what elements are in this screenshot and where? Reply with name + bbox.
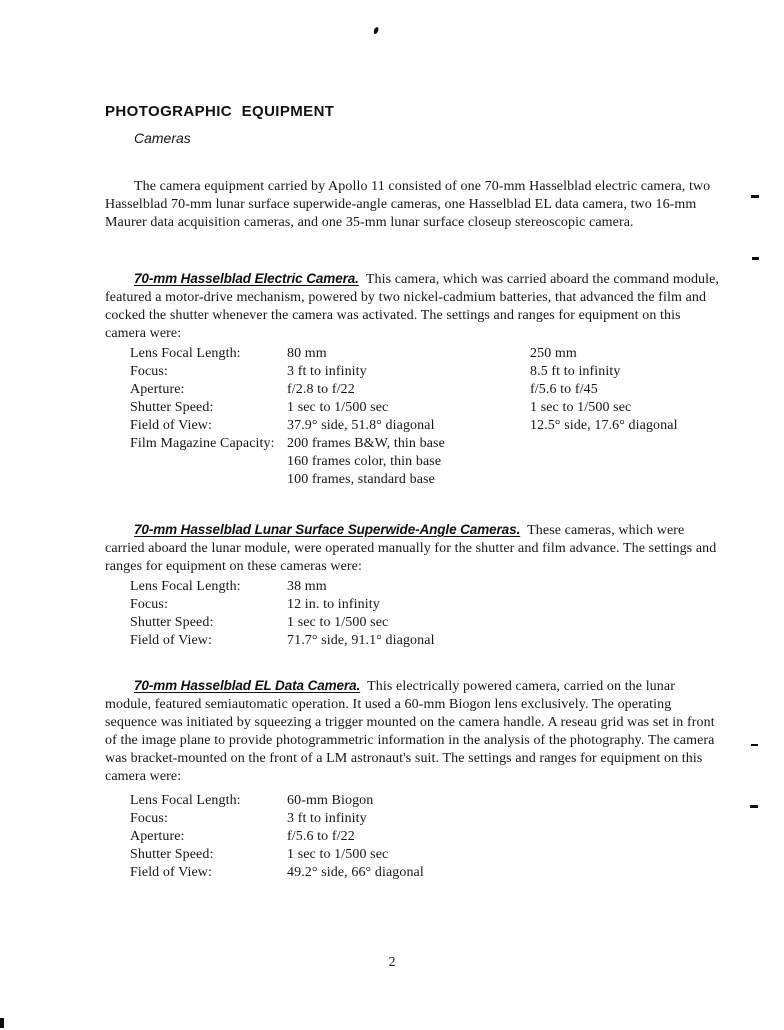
spec-value	[530, 435, 678, 453]
table-row	[130, 828, 424, 846]
spec-label: Focus:	[130, 597, 168, 612]
section-heading-el-data-camera: 70-mm Hasselblad EL Data Camera.	[134, 678, 361, 693]
spec-value: 1 sec to 1/500 sec	[530, 400, 632, 415]
table-row	[130, 578, 435, 596]
scan-artifact-edge-mark	[0, 1018, 4, 1028]
section-body-el-data-camera: This electrically powered camera, carried on the lunar module, featured semiautomatic operation. It used a 60-mm Biogon lens exclusively. The operating sequence was initiated by squeezing a trigger mounted on the camera handle. A reseau grid was set in front of the image plane to provide photogrammetric information in the analysis of the photography. The camera was bracket-mounted on the front of a LM astronaut's suit. The settings and ranges for equipment on this camera were:	[105, 679, 715, 784]
table-row	[130, 381, 678, 399]
table-row	[130, 596, 435, 614]
table-row	[130, 792, 424, 810]
spec-label: Lens Focal Length:	[130, 579, 241, 594]
table-row	[130, 345, 678, 363]
table-row	[130, 417, 678, 435]
scan-speck	[373, 27, 379, 35]
table-row	[130, 435, 678, 453]
spec-value: 100 frames, standard base	[287, 472, 435, 487]
spec-value: 60-mm Biogon	[287, 793, 374, 808]
spec-label: Lens Focal Length:	[130, 793, 241, 808]
spec-label: Focus:	[130, 811, 168, 826]
spec-label	[130, 471, 287, 489]
spec-label: Lens Focal Length:	[130, 346, 241, 361]
spec-label: Shutter Speed:	[130, 847, 214, 862]
spec-value	[530, 453, 678, 471]
spec-value: f/5.6 to f/45	[530, 382, 598, 397]
table-row	[130, 399, 678, 417]
spec-label: Shutter Speed:	[130, 615, 214, 630]
spec-label: Field of View:	[130, 865, 212, 880]
spec-value: 49.2° side, 66° diagonal	[287, 865, 424, 880]
spec-value-250mm: 250 mm	[530, 346, 577, 361]
spec-value: 200 frames B&W, thin base	[287, 436, 445, 451]
section-paragraph-electric-camera	[105, 270, 721, 343]
scan-artifact-dash	[752, 257, 759, 260]
table-row	[130, 810, 424, 828]
spec-label	[130, 453, 287, 471]
scan-artifact-dash	[751, 195, 759, 198]
spec-table-superwide-cameras	[130, 578, 435, 650]
table-row	[130, 632, 435, 650]
spec-value: 1 sec to 1/500 sec	[287, 847, 389, 862]
spec-value-80mm: 80 mm	[287, 346, 327, 361]
spec-value: f/2.8 to f/22	[287, 382, 355, 397]
spec-label: Field of View:	[130, 418, 212, 433]
scan-artifact-dash	[750, 805, 758, 808]
spec-value: 160 frames color, thin base	[287, 454, 442, 469]
spec-label: Aperture:	[130, 382, 185, 397]
table-row	[130, 614, 435, 632]
section-body-electric-camera: This camera, which was carried aboard the command module, featured a motor-drive mechanism, powered by two nickel-cadmium batteries, that advanced the film and cocked the shutter whenever the camera was activated. The settings and ranges for equipment on this camera were:	[105, 272, 720, 341]
spec-label: Film Magazine Capacity:	[130, 436, 275, 451]
section-body-superwide-cameras: These cameras, which were carried aboard the lunar module, were operated manually for the shutter and film advance. The settings and ranges for equipment on these cameras were:	[105, 523, 717, 574]
section-paragraph-superwide-cameras	[105, 521, 721, 576]
section-heading-electric-camera: 70-mm Hasselblad Electric Camera.	[134, 271, 359, 286]
spec-value: f/5.6 to f/22	[287, 829, 355, 844]
section-subtitle-cameras: Cameras	[134, 130, 191, 146]
spec-label: Field of View:	[130, 633, 212, 648]
page-title: PHOTOGRAPHIC EQUIPMENT	[105, 103, 335, 121]
spec-value: 3 ft to infinity	[287, 811, 367, 826]
table-row	[130, 846, 424, 864]
spec-value: 3 ft to infinity	[287, 364, 367, 379]
spec-label: Focus:	[130, 364, 168, 379]
page-number: 2	[388, 955, 396, 970]
spec-value: 8.5 ft to infinity	[530, 364, 621, 379]
spec-value: 12.5° side, 17.6° diagonal	[530, 418, 678, 433]
spec-value: 37.9° side, 51.8° diagonal	[287, 418, 435, 433]
spec-value: 1 sec to 1/500 sec	[287, 400, 389, 415]
spec-value: 38 mm	[287, 579, 327, 594]
table-row	[130, 864, 424, 882]
table-row	[130, 453, 678, 471]
spec-table-electric-camera	[130, 345, 678, 489]
table-row	[130, 471, 678, 489]
spec-value: 12 in. to infinity	[287, 597, 380, 612]
spec-value: 1 sec to 1/500 sec	[287, 615, 389, 630]
section-paragraph-el-data-camera	[105, 677, 721, 786]
spec-label: Aperture:	[130, 829, 185, 844]
spec-table-el-data-camera	[130, 792, 424, 882]
spec-value	[530, 471, 678, 489]
section-heading-superwide-cameras: 70-mm Hasselblad Lunar Surface Superwide-Angle Cameras.	[134, 522, 521, 537]
intro-paragraph: The camera equipment carried by Apollo 11 consisted of one 70-mm Hasselblad electric camera, two Hasselblad 70-mm lunar surface superwide-angle cameras, one Hasselblad EL data camera, two 16-mm Maurer data acquisition cameras, and one 35-mm lunar surface closeup stereoscopic camera.	[105, 179, 711, 230]
spec-label: Shutter Speed:	[130, 400, 214, 415]
scan-artifact-dash	[751, 744, 758, 746]
table-row	[130, 363, 678, 381]
spec-value: 71.7° side, 91.1° diagonal	[287, 633, 435, 648]
